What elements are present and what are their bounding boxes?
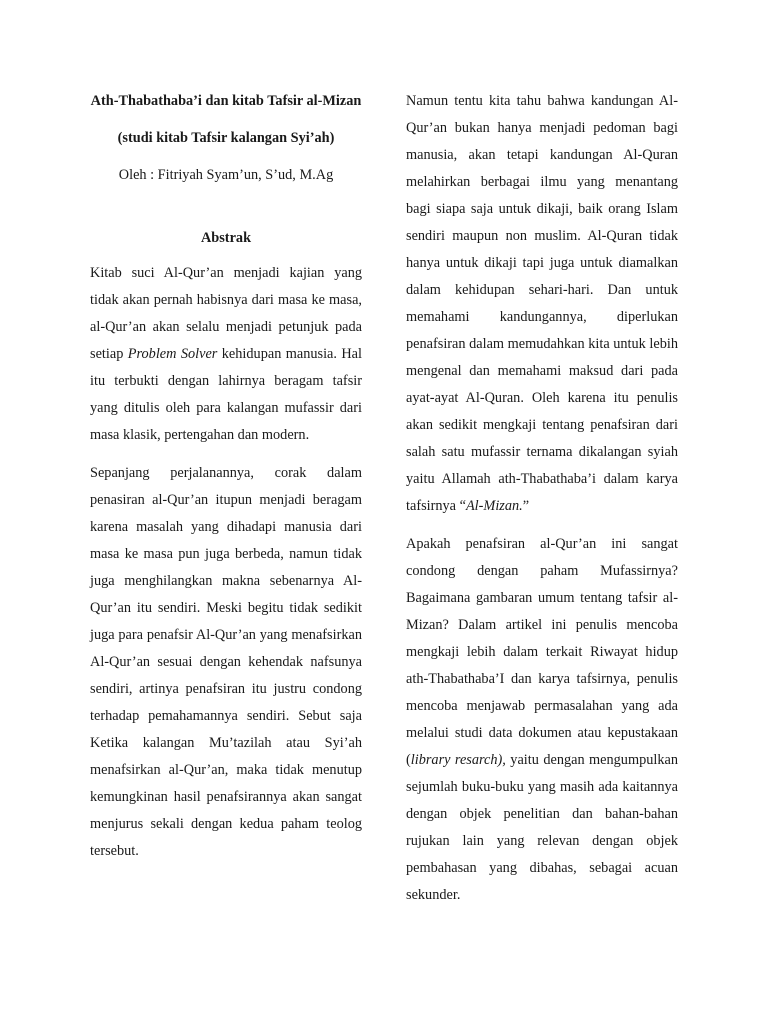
abstract-heading: Abstrak bbox=[200, 230, 252, 246]
abstract-paragraph-1 bbox=[90, 260, 362, 449]
document-subtitle: (studi kitab Tafsir kalangan Syi’ah) bbox=[117, 130, 335, 146]
text-run: Kitab suci Al-Qur’an menjadi kajian yang tidak akan pernah habisnya dari masa ke masa, al-Qur’an akan selalu menjadi petunjuk pada setiap bbox=[90, 265, 362, 362]
text-run: yaitu dengan mengumpulkan sejumlah buku-buku yang masih ada kaitannya dengan objek penelitian dan bahan-bahan rujukan lain yang relevan dengan objek pembahasan yang dibahas, sebagai acuan sekunder. bbox=[406, 752, 678, 903]
body-paragraph-1 bbox=[406, 88, 678, 520]
text-run: kehidupan manusia. Hal itu terbukti dengan lahirnya beragam tafsir yang ditulis oleh para kalangan mufassir dari masa klasik, pertengahan dan modern. bbox=[90, 346, 362, 443]
abstract-paragraph-2: Sepanjang perjalanannya, corak dalam penasiran al-Qur’an itupun menjadi beragam karena masalah yang dihadapi manusia dari masa ke masa pun juga berbeda, namun tidak juga menghilangkan makna sebenarnya Al-Qur’an itu sendiri. Meski begitu tidak sedikit juga para penafsir Al-Qur’an yang menafsirkan Al-Qur’an sesuai dengan kehendak nafsunya sendiri, artinya penafsiran itu justru condong terhadap pemahamannya sendiri. Sebut saja Ketika kalangan Mu’tazilah atau Syi’ah menafsirkan al-Qur’an, maka tidak menutup kemungkinan hasil penafsirannya akan sangat menjurus sekali dengan kedua paham teolog tersebut. bbox=[90, 465, 362, 859]
italic-run: Problem Solver bbox=[127, 346, 218, 362]
left-column bbox=[90, 88, 362, 865]
body-paragraph-2 bbox=[406, 531, 678, 909]
text-run: Namun tentu kita tahu bahwa kandungan Al-Qur’an bukan hanya menjadi pedoman bagi manusia, akan tetapi kandungan Al-Quran melahirkan berbagai ilmu yang menantang bagi siapa saja untuk dikaji, baik orang Islam sendiri maupun non muslim. Al-Quran tidak hanya untuk dikaji tapi juga untuk diamalkan dalam kehidupan sehari-hari. Dan untuk memahami kandungannya, diperlukan penafsiran dalam memudahkan kita untuk lebih mengenal dan memahami maksud dari pada ayat-ayat Al-Quran. Oleh karena itu penulis akan sedikit mengkaji tentang penafsiran dari salah satu mufassir ternama dikalangan syiah yaitu Allamah ath-Thabathaba’i dalam karya tafsirnya “ bbox=[406, 93, 678, 514]
document-title: Ath-Thabathaba’i dan kitab Tafsir al-Mizan bbox=[90, 93, 362, 109]
italic-run: Al-Mizan. bbox=[465, 498, 523, 514]
author-line: Oleh : Fitriyah Syam’un, S’ud, M.Ag bbox=[118, 167, 334, 183]
text-run: Apakah penafsiran al-Qur’an ini sangat condong dengan paham Mufassirnya? Bagaimana gambaran umum tentang tafsir al-Mizan? Dalam artikel ini penulis mencoba mengkaji lebih dalam terkait Riwayat hidup ath-Thabathaba’I dan karya tafsirnya, penulis mencoba menjawab permasalahan yang ada melalui studi data dokumen atau kepustakaan ( bbox=[406, 536, 678, 768]
text-run: ” bbox=[522, 498, 530, 514]
right-column bbox=[406, 88, 678, 909]
italic-run: library resarch), bbox=[410, 752, 506, 768]
